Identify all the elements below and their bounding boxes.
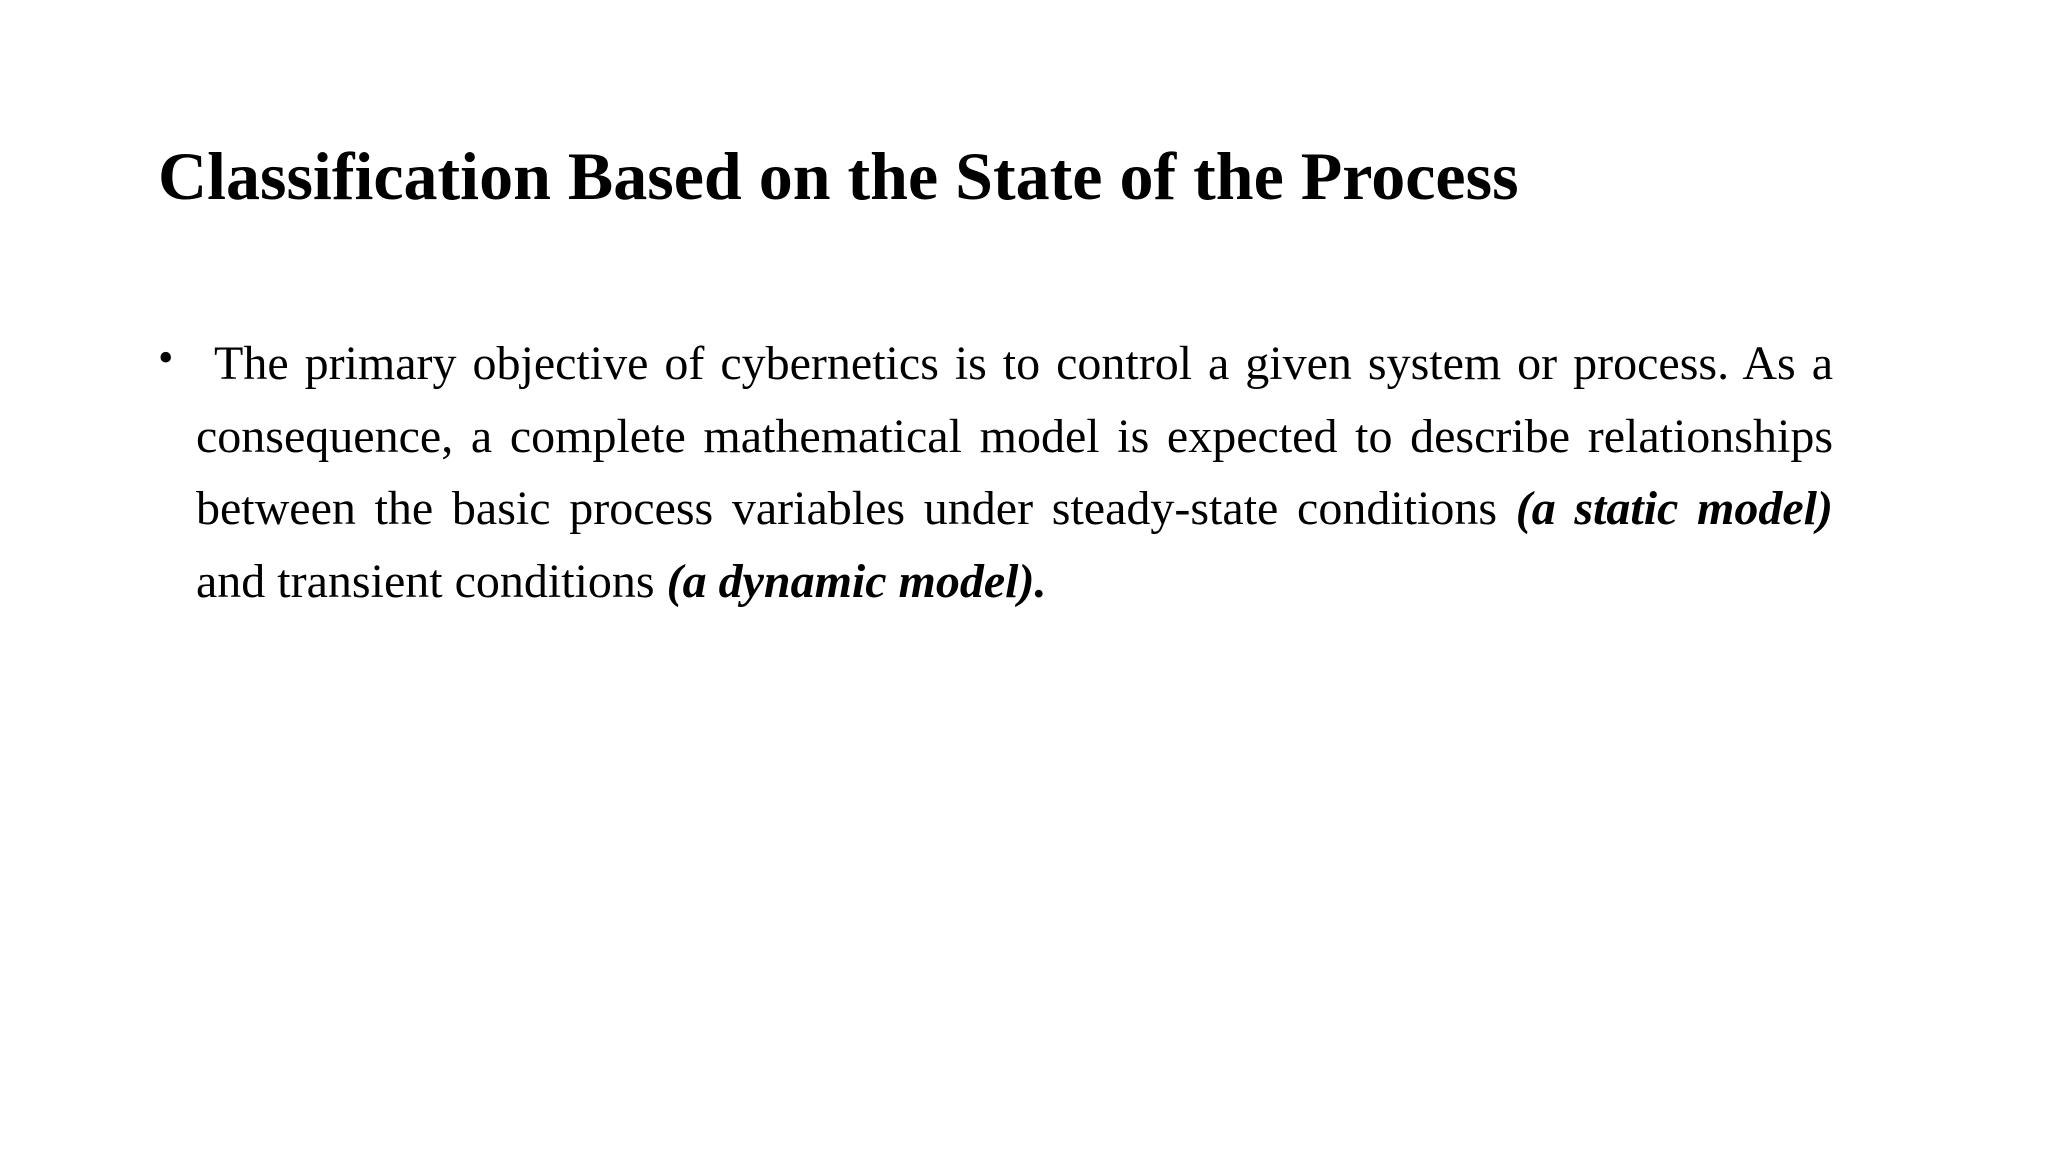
bullet-text xyxy=(196,337,1833,608)
bullet-list xyxy=(158,328,1833,618)
bullet-text-intro: The primary objective of cybernetics is to control a given system or process. As a consequence, a complete mathematical model is expected to describe relationships between the basic process variables under steady-state conditions xyxy=(196,337,1833,535)
dynamic-model-term: (a dynamic model). xyxy=(666,554,1047,608)
bullet-marker: • xyxy=(158,333,174,382)
bullet-item xyxy=(158,328,1833,618)
bullet-text-middle: and transient conditions xyxy=(196,554,667,608)
static-model-term: (a static model) xyxy=(1515,482,1834,535)
slide-title: Classification Based on the State of the Process xyxy=(158,138,1519,214)
